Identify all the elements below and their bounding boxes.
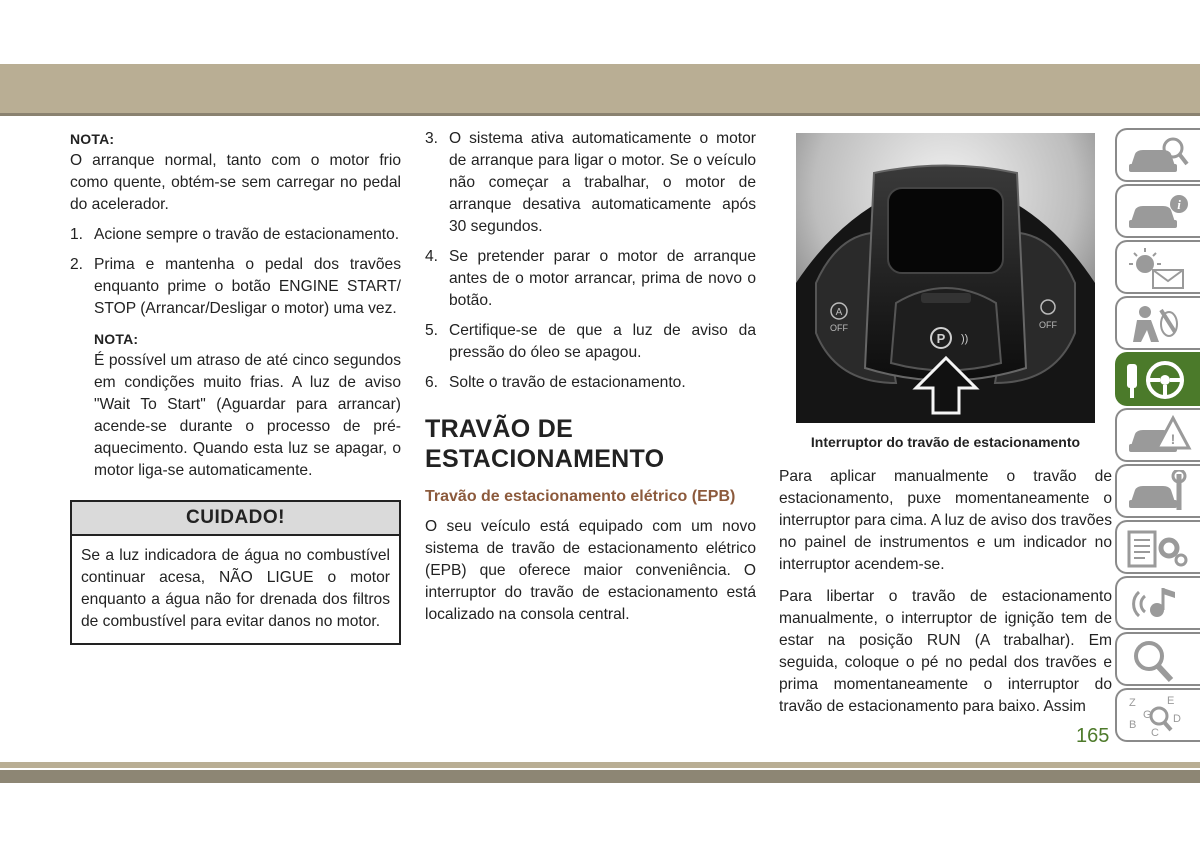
step-number: 1. xyxy=(70,226,84,243)
tab-warning-lights[interactable] xyxy=(1115,240,1200,294)
warning-light-message-icon xyxy=(1123,246,1193,292)
header-rule xyxy=(0,113,1200,116)
alphabet-index-icon xyxy=(1123,694,1193,740)
tab-specifications[interactable] xyxy=(1115,520,1200,574)
svg-text:!: ! xyxy=(1170,431,1176,447)
body-text: O seu veículo está equipado com um novo sistema de travão de estacionamento elétrico (EPB) que oferece maior conveniência. O interruptor do travão de estacionamento está localizado na consola central. xyxy=(425,518,756,623)
step-number: 4. xyxy=(425,248,439,265)
svg-text:P: P xyxy=(936,331,946,346)
column-middle xyxy=(425,128,756,626)
car-hazard-warning-icon xyxy=(1123,414,1193,460)
list-item xyxy=(425,372,756,394)
list-item xyxy=(70,224,401,246)
svg-text:A: A xyxy=(835,307,843,318)
svg-text:D: D xyxy=(1173,713,1181,725)
steps-list xyxy=(70,224,401,320)
tab-starting-operating[interactable] xyxy=(1115,352,1200,406)
caution-box xyxy=(70,500,401,645)
column-left xyxy=(70,128,401,645)
step-text: Solte o travão de estacionamento. xyxy=(449,374,686,391)
note-heading: NOTA: xyxy=(70,131,115,147)
tab-car-info[interactable] xyxy=(1115,184,1200,238)
tab-emergency[interactable] xyxy=(1115,408,1200,462)
step-text: Prima e mantenha o pedal dos travões enquanto prime o botão ENGINE START/ STOP (Arrancar/Desligar o motor) uma vez. xyxy=(94,256,401,317)
caution-heading: CUIDADO! xyxy=(72,502,399,536)
airbag-seat-icon xyxy=(1123,302,1193,348)
svg-text:C: C xyxy=(1151,727,1159,739)
tab-safety[interactable] xyxy=(1115,296,1200,350)
note-text: É possível um atraso de até cinco segundos em condições muito frias. A luz de aviso "Wait To Start" (Aguardar para arrancar) acende-se durante o processo de pré-aquecimento. Quando esta luz se apagar, o motor liga-se automaticamente. xyxy=(94,352,401,479)
tab-car-search[interactable] xyxy=(1115,128,1200,182)
car-info-icon xyxy=(1123,190,1193,236)
note-heading: NOTA: xyxy=(94,331,139,347)
tab-multimedia[interactable] xyxy=(1115,576,1200,630)
step-number: 2. xyxy=(70,256,84,273)
svg-text:E: E xyxy=(1167,695,1175,707)
key-steering-wheel-icon xyxy=(1123,358,1193,404)
caution-text: Se a luz indicadora de água no combustível continuar acesa, NÃO LIGUE o motor enquanto a água não for drenada dos filtros de combustível para evitar danos no motor. xyxy=(81,547,390,630)
svg-text:B: B xyxy=(1129,719,1137,731)
step-text: Acione sempre o travão de estacionamento. xyxy=(94,226,400,243)
svg-text:i: i xyxy=(1177,197,1181,212)
step-text: O sistema ativa automaticamente o motor de arranque para ligar o motor. Se o veículo não começar a trabalhar, o motor de arranque desativa automaticamente após 30 segundos. xyxy=(449,130,756,235)
list-item xyxy=(425,128,756,238)
step-number: 5. xyxy=(425,322,439,339)
paragraph: Para aplicar manualmente o travão de estacionamento, puxe momentaneamente o interruptor para cima. A luz de aviso dos travões no painel de instrumentos e um indicador no interruptor acendem-se. xyxy=(779,468,1112,573)
step-text: Certifique-se de que a luz de aviso da pressão do óleo se apagou. xyxy=(449,322,756,361)
photo-caption: Interruptor do travão de estacionamento xyxy=(810,434,1081,450)
sub-note xyxy=(94,328,401,482)
index-search-icon xyxy=(1123,638,1193,684)
list-item xyxy=(425,246,756,312)
multimedia-music-icon xyxy=(1123,582,1193,628)
section-title: TRAVÃO DE ESTACIONAMENTO xyxy=(425,415,665,473)
subsection-title: Travão de estacionamento elétrico (EPB) xyxy=(425,488,736,505)
tab-maintenance[interactable] xyxy=(1115,464,1200,518)
car-search-icon xyxy=(1123,134,1193,180)
footer-band xyxy=(0,762,1200,768)
column-right xyxy=(779,466,1112,728)
tab-index[interactable] xyxy=(1115,632,1200,686)
paragraph: Para libertar o travão de estacionamento manualmente, o interruptor de ignição tem de estar na posição RUN (A trabalhar). Em seguida, coloque o pé no pedal dos travões e prima momentaneamente o interruptor do travão de estacionamento para baixo. Assim xyxy=(779,588,1112,715)
svg-text:)): )) xyxy=(961,333,969,345)
footer-rule xyxy=(0,770,1200,783)
header-band xyxy=(0,64,1200,113)
steps-list xyxy=(425,128,756,394)
svg-text:G: G xyxy=(1143,709,1152,721)
photo-label-off-left: OFF xyxy=(830,323,848,333)
page-number: 165 xyxy=(1076,725,1110,747)
step-number: 6. xyxy=(425,374,439,391)
tab-alphabetical-index[interactable] xyxy=(1115,688,1200,742)
step-text: Se pretender parar o motor de arranque antes de o motor arrancar, prima de novo o botão. xyxy=(449,248,756,309)
specifications-gear-icon xyxy=(1123,526,1193,572)
list-item xyxy=(70,254,401,320)
step-number: 3. xyxy=(425,130,439,147)
svg-text:Z: Z xyxy=(1129,697,1136,709)
photo-label-off-right: OFF xyxy=(1039,320,1057,330)
car-maintenance-wrench-icon xyxy=(1123,470,1193,516)
list-item xyxy=(425,320,756,364)
parking-brake-switch-photo xyxy=(796,133,1095,423)
note-text: O arranque normal, tanto com o motor frio como quente, obtém-se sem carregar no pedal do acelerador. xyxy=(70,152,401,213)
